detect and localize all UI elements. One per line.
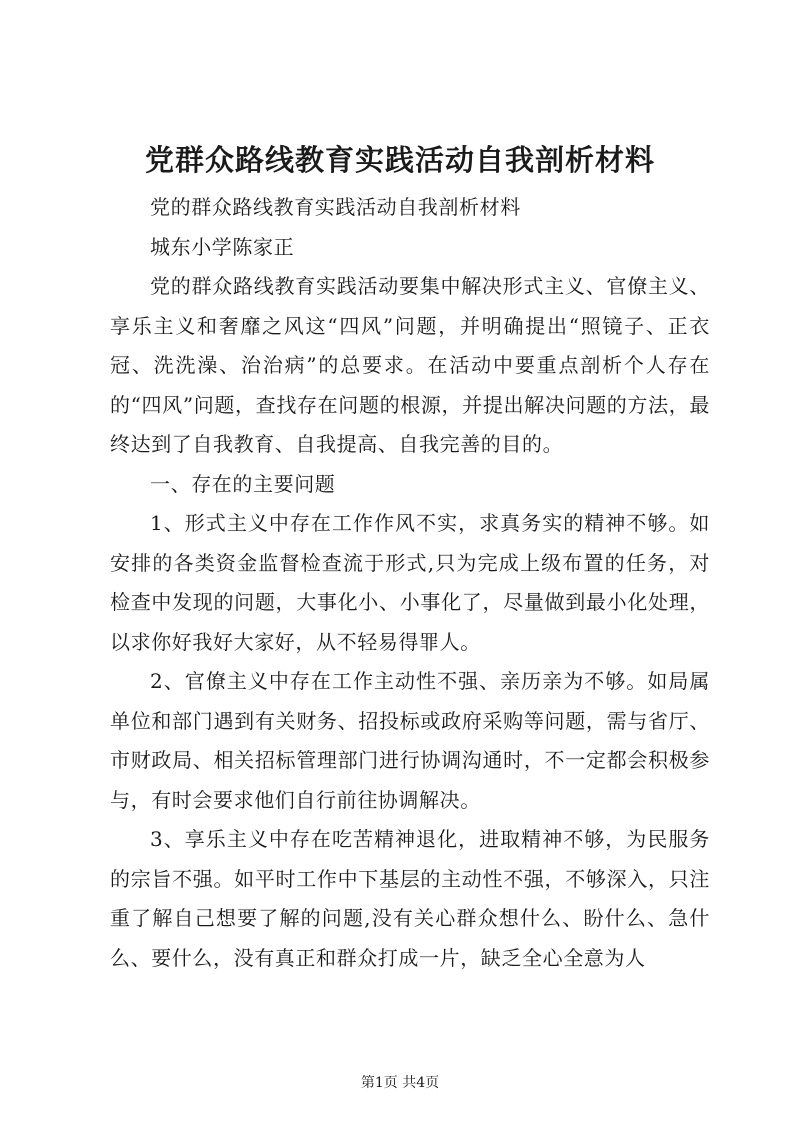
subtitle-paragraph: 党的群众路线教育实践活动自我剖析材料 (150, 195, 521, 219)
page-footer: 第1页 共4页 (360, 1075, 440, 1091)
document-body (110, 188, 710, 978)
issue-paragraph-3: 3、享乐主义中存在吃苦精神退化，进取精神不够，为民服务的宗旨不强。如平时工作中下基层的主动性不强，不够深入，只注重了解自己想要了解的问题,没有关心群众想什么、盼什么、急什么、要什么，没有真正和群众打成一片，缺乏全心全意为人 (110, 827, 710, 970)
issue-paragraph-1: 1、形式主义中存在工作作风不实，求真务实的精神不够。如安排的各类资金监督检查流于形式,只为完成上级布置的任务，对检查中发现的问题，大事化小、小事化了，尽量做到最小化处理，以求你好我好大家好，从不轻易得罪人。 (110, 511, 710, 654)
intro-paragraph: 党的群众路线教育实践活动要集中解决形式主义、官僚主义、享乐主义和奢靡之风这“四风”问题，并明确提出“照镜子、正衣冠、洗洗澡、治治病”的总要求。在活动中要重点剖析个人存在的“四风”问题，查找存在问题的根源，并提出解决问题的方法，最终达到了自我教育、自我提高、自我完善的目的。 (110, 274, 710, 456)
issue-paragraph-2: 2、官僚主义中存在工作主动性不强、亲历亲为不够。如局属单位和部门遇到有关财务、招投标或政府采购等问题，需与省厅、市财政局、相关招标管理部门进行协调沟通时，不一定都会积极参与，有时会要求他们自行前往协调解决。 (110, 669, 710, 812)
page-title: 党群众路线教育实践活动自我剖析材料 (144, 143, 655, 177)
section-heading: 一、存在的主要问题 (150, 471, 336, 496)
author-paragraph: 城东小学陈家正 (150, 234, 295, 259)
